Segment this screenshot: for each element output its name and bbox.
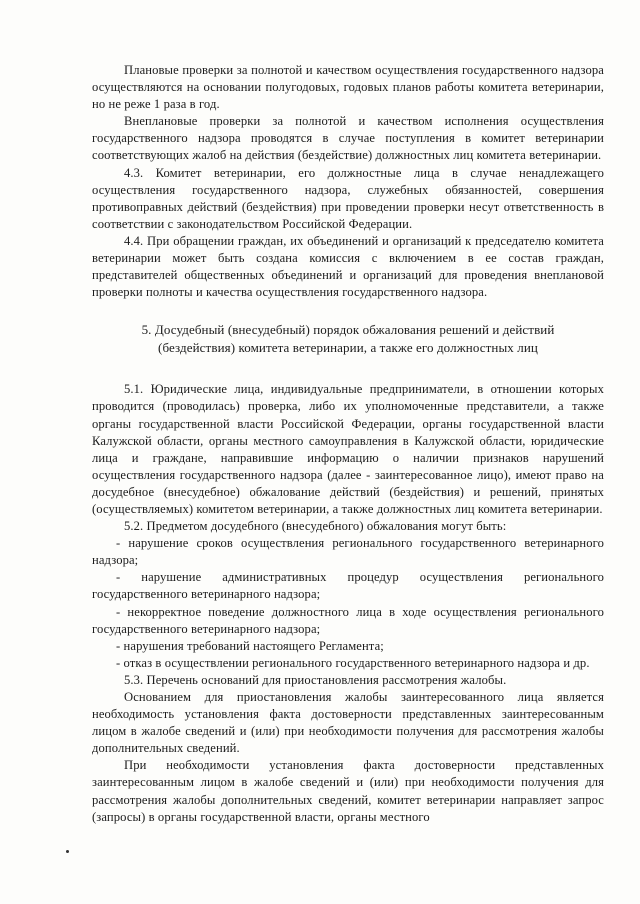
list-item: - нарушение сроков осуществления регионального государственного ветеринарного надзора; — [92, 536, 604, 568]
paragraph-5-1: 5.1. Юридические лица, индивидуальные предприниматели, в отношении которых проводится (проводилась) проверка, либо их уполномоченные представители, а также органы государственной власти Российской Федерации, органы государственной власти Калужской области, органы местного самоуправления в Калужской области, юридические лица и граждане, направившие информацию о наличии признаков нарушений осуществления государственного надзора (далее - заинтересованное лицо), имеют право на досудебное (внесудебное) обжалование действий (бездействия) и решений, принятых (осуществляемых) комитетом ветеринарии, а также должностных лиц комитета ветеринарии. — [92, 382, 604, 516]
section-5-heading — [92, 321, 604, 357]
section-5-heading-line1: 5. Досудебный (внесудебный) порядок обжалования решений и действий — [141, 322, 555, 338]
paragraph-planned-inspections: Плановые проверки за полнотой и качеством осуществления государственного надзора осуществляются на основании полугодовых, годовых планов работы комитета ветеринарии, но не реже 1 раза в год. — [92, 63, 604, 112]
paragraph-4-4: 4.4. При обращении граждан, их объединений и организаций к председателю комитета ветеринарии может быть создана комиссия с включением в ее состав граждан, представителей общественных объединений и организаций для проведения внеплановой проверки полноты и качества осуществления государственного надзора. — [92, 233, 604, 300]
paragraph-requests: При необходимости установления факта достоверности представленных заинтересованным лицом в жалобе сведений и (или) при необходимости получения для рассмотрения жалобы дополнительных сведений, комитет ветеринарии направляет запрос (запросы) в органы государственной власти, органы местного — [92, 758, 604, 824]
paragraph-suspension-grounds: Основанием для приостановления жалобы заинтересованного лица является необходимость установления факта достоверности представленных заинтересованным лицом в жалобе сведений и (или) при необходимости получения для рассмотрения жалобы дополнительных сведений. — [92, 690, 604, 756]
scan-speck — [66, 850, 69, 853]
paragraph-unplanned-inspections: Внеплановые проверки за полнотой и качеством исполнения осуществления государственного надзора проводятся в случае поступления в комитет ветеринарии соответствующих жалоб на действия (бездействие) должностных лиц комитета ветеринарии. — [92, 114, 604, 163]
list-item: - некорректное поведение должностного лица в ходе осуществления регионального государственного ветеринарного надзора; — [92, 604, 604, 636]
list-item: - нарушения требований настоящего Регламента; — [116, 638, 384, 653]
paragraph-5-2: 5.2. Предметом досудебного (внесудебного) обжалования могут быть: — [124, 519, 507, 534]
paragraph-5-3: 5.3. Перечень оснований для приостановления рассмотрения жалобы. — [124, 672, 507, 687]
paragraph-4-3: 4.3. Комитет ветеринарии, его должностные лица в случае ненадлежащего осуществления государственного надзора, служебных обязанностей, совершения противоправных действий (бездействия) при проведении проверки несут ответственность в соответствии с законодательством Российской Федерации. — [92, 165, 604, 231]
section-5-heading-line2: (бездействия) комитета ветеринарии, а также его должностных лиц — [158, 340, 538, 356]
list-item: - отказ в осуществлении регионального государственного ветеринарного надзора и др. — [116, 655, 590, 670]
list-item: - нарушение административных процедур осуществления регионального государственного ветеринарного надзора; — [92, 570, 604, 602]
document-body — [92, 62, 604, 826]
